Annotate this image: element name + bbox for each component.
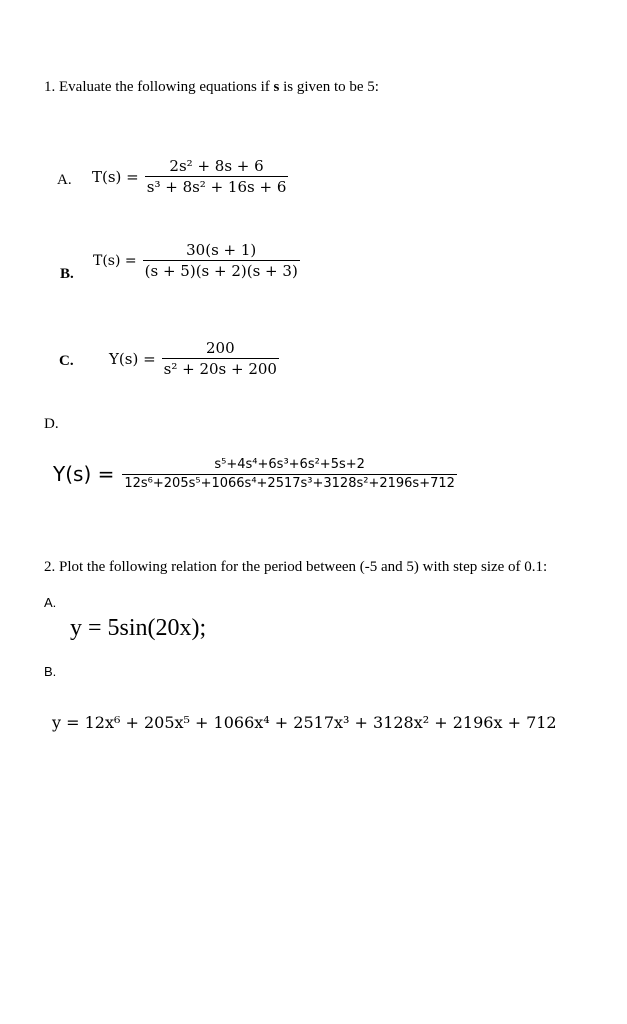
equation-1a-fraction — [145, 156, 289, 198]
item-1a-label: A. — [57, 172, 72, 188]
equation-1c — [109, 338, 279, 380]
equation-1a-lhs: T(s) = — [92, 167, 139, 186]
equation-2a: y = 5sin(20x); — [70, 615, 207, 641]
question-1-prefix: 1. Evaluate the following equations if — [44, 79, 274, 95]
question-2-text: 2. Plot the following relation for the period between (-5 and 5) with step size of 0.1: — [44, 559, 548, 575]
item-2a-label: A. — [44, 595, 57, 610]
equation-1d-denominator: 12s⁶+205s⁵+1066s⁴+2517s³+3128s²+2196s+712 — [124, 475, 455, 491]
equation-1b — [93, 240, 300, 282]
equation-1c-denominator: s² + 20s + 200 — [163, 360, 277, 379]
equation-1a — [92, 156, 288, 198]
item-1b-label: B. — [60, 266, 74, 282]
equation-1c-lhs: Y(s) = — [109, 349, 156, 368]
question-1-text — [44, 79, 379, 96]
question-1-suffix: is given to be 5: — [279, 79, 379, 95]
equation-1c-fraction — [162, 338, 279, 380]
equation-2b: y = 12x⁶ + 205x⁵ + 1066x⁴ + 2517x³ + 3128x² + 2196x + 712 — [52, 713, 557, 732]
item-1c-label: C. — [59, 353, 74, 369]
equation-1d — [53, 456, 457, 492]
equation-1b-lhs: T(s) = — [93, 252, 137, 269]
item-1d-label: D. — [44, 416, 59, 432]
equation-1b-fraction — [143, 240, 300, 282]
equation-1c-numerator: 200 — [205, 339, 235, 357]
equation-1b-denominator: (s + 5)(s + 2)(s + 3) — [144, 262, 298, 281]
item-2b-label: B. — [44, 664, 57, 679]
equation-1b-numerator: 30(s + 1) — [186, 241, 257, 259]
equation-1d-fraction — [122, 456, 457, 492]
equation-1d-numerator: s⁵+4s⁴+6s³+6s²+5s+2 — [214, 457, 365, 472]
equation-1a-numerator: 2s² + 8s + 6 — [169, 157, 264, 175]
equation-1a-denominator: s³ + 8s² + 16s + 6 — [146, 178, 287, 197]
equation-1d-lhs: Y(s) = — [53, 462, 115, 487]
question-1-variable: s — [273, 79, 280, 95]
